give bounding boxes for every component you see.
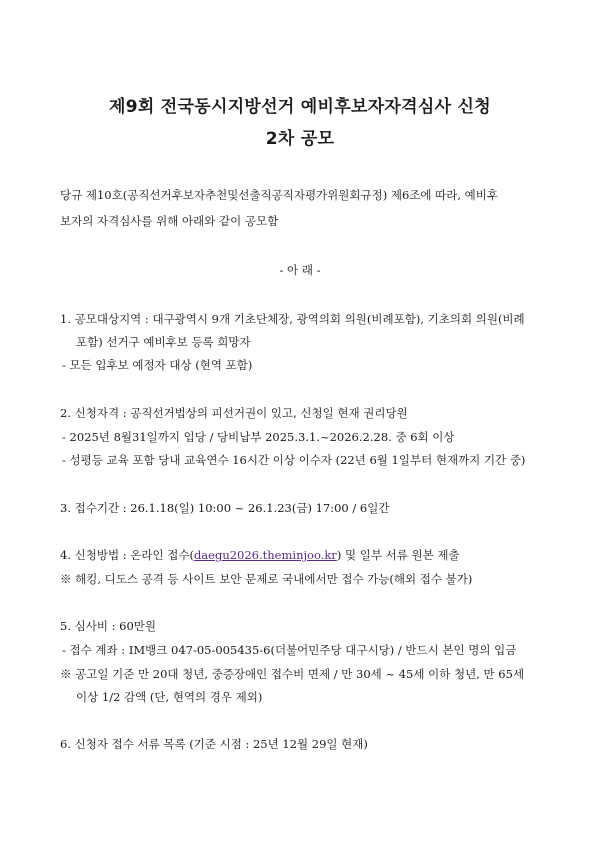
section-1-note: - 모든 입후보 예정자 대상 (현역 포함) <box>62 358 253 372</box>
section-4-notice: ※ 해킹, 디도스 공격 등 사이트 보안 문제로 국내에서만 접수 가능(해외 접수 불가) <box>60 572 473 586</box>
section-5-account: - 접수 계좌 : IM뱅크 047-05-005435-6(더불어민주당 대구시당) / 반드시 본인 명의 입금 <box>62 643 517 657</box>
section-2-item-1: - 2025년 8월31일까지 입당 / 당비납부 2025.3.1.~2026.2.28. 중 6회 이상 <box>62 430 455 444</box>
section-6-heading: 6. 신청자 접수 서류 목록 (기준 시점 : 25년 12월 29일 현재) <box>60 737 368 751</box>
section-2-item-2: - 성평등 교육 포함 당내 교육연수 16시간 이상 이수자 (22년 6월 1일부터 현재까지 기간 중) <box>62 453 526 467</box>
section-3-heading: 3. 접수기간 : 26.1.18(일) 10:00 ~ 26.1.23(금) 17:00 / 6일간 <box>60 501 390 515</box>
section-5-notice-continuation: 이상 1/2 감액 (단, 현역의 경우 제외) <box>76 690 263 704</box>
signup-site-link[interactable]: daegu2026.theminjoo.kr <box>193 548 337 562</box>
section-1-continuation: 포함) 선거구 예비후보 등록 희망자 <box>76 335 251 349</box>
section-4-heading <box>60 547 460 563</box>
section-divider: - 아 래 - <box>279 263 321 277</box>
section-5-heading: 5. 심사비 : 60만원 <box>60 619 156 633</box>
section-4-text-post: ) 및 일부 서류 원본 제출 <box>336 548 460 562</box>
page-title-line1: 제9회 전국동시지방선거 예비후보자자격심사 신청 <box>109 97 491 117</box>
section-5-notice: ※ 공고일 기준 만 20대 청년, 중증장애인 접수비 면제 / 만 30세 ~ 45세 이하 청년, 만 65세 <box>60 667 525 681</box>
section-1-heading: 1. 공모대상지역 : 대구광역시 9개 기초단체장, 광역의회 의원(비례포함), 기초의회 의원(비례 <box>60 312 525 326</box>
page-title-line2: 2차 공모 <box>265 129 335 149</box>
intro-text-line2: 보자의 자격심사를 위해 아래와 같이 공모함 <box>60 214 279 228</box>
section-4-text-pre: 4. 신청방법 : 온라인 접수( <box>60 548 194 562</box>
section-2-heading: 2. 신청자격 : 공직선거법상의 피선거권이 있고, 신청일 현재 권리당원 <box>60 406 408 420</box>
intro-text-line1: 당규 제10호(공직선거후보자추천및선출직공직자평가위원회규정) 제6조에 따라, 예비후 <box>60 188 499 202</box>
